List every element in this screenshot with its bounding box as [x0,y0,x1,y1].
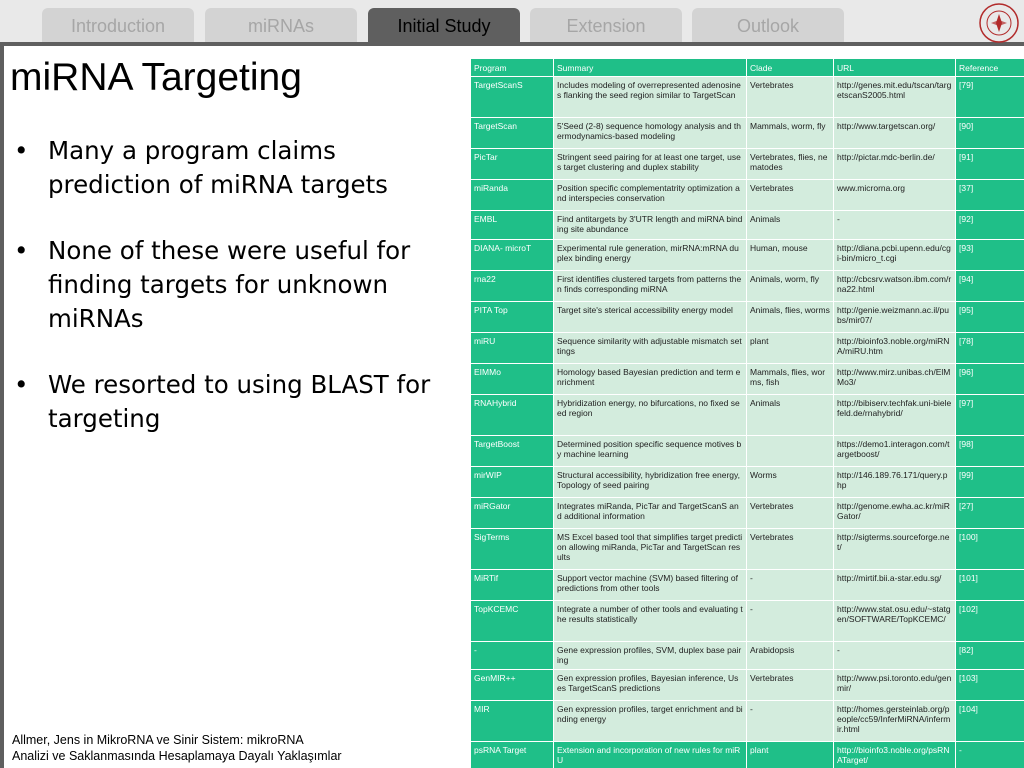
cell-program: TargetScan [471,118,554,149]
cell-summary: Extension and incorporation of new rules for miRU [554,742,747,768]
cell-clade: Animals, flies, worms [747,302,834,333]
bullet-text: None of these were useful for finding targets for unknown miRNAs [48,236,411,333]
cell-summary: Structural accessibility, hybridization free energy, Topology of seed pairing [554,467,747,498]
tab-mirnas[interactable]: miRNAs [205,8,357,44]
header-program: Program [471,59,554,77]
cell-program: psRNA Target [471,742,554,768]
table-row [471,395,1024,436]
cell-clade: Vertebrates [747,180,834,211]
cell-reference: [95] [956,302,1024,333]
cell-url: http://sigterms.sourceforge.net/ [834,529,956,570]
table-row [471,570,1024,601]
table-row [471,498,1024,529]
cell-url: http://genie.weizmann.ac.il/pubs/mir07/ [834,302,956,333]
table-row [471,467,1024,498]
citation [12,732,442,764]
cell-program: miRGator [471,498,554,529]
bullet-item [12,368,432,436]
cell-summary: Includes modeling of overrepresented adenosines flanking the seed region similar to TargetScan [554,77,747,118]
cell-url: http://www.mirz.unibas.ch/ElMMo3/ [834,364,956,395]
cell-reference: - [956,742,1024,768]
cell-reference: [97] [956,395,1024,436]
table-row [471,701,1024,742]
cell-reference: [96] [956,364,1024,395]
cell-summary: Find antitargets by 3'UTR length and miRNA binding site abundance [554,211,747,240]
cell-reference: [98] [956,436,1024,467]
bullet-list [12,134,432,468]
cell-clade: Vertebrates [747,77,834,118]
cell-url: http://genes.mit.edu/tscan/targetscanS2005.html [834,77,956,118]
header-summary: Summary [554,59,747,77]
cell-clade [747,436,834,467]
cell-url: - [834,642,956,670]
cell-reference: [93] [956,240,1024,271]
bullet-text: We resorted to using BLAST for targeting [48,370,431,433]
cell-reference: [79] [956,77,1024,118]
cell-summary: Homology based Bayesian prediction and term enrichment [554,364,747,395]
cell-clade: Worms [747,467,834,498]
cell-reference: [104] [956,701,1024,742]
cell-program: PicTar [471,149,554,180]
mirna-tools-table [470,58,1024,768]
cell-reference: [90] [956,118,1024,149]
cell-url: - [834,211,956,240]
cell-url: http://bioinfo3.noble.org/miRNA/miRU.htm [834,333,956,364]
cell-clade: Animals [747,211,834,240]
cell-summary: Determined position specific sequence motives by machine learning [554,436,747,467]
header-url: URL [834,59,956,77]
cell-summary: Gen expression profiles, target enrichment and binding energy [554,701,747,742]
bullet-item [12,134,432,202]
left-border [0,44,4,768]
tab-initial-study[interactable]: Initial Study [368,8,520,44]
cell-program: DIANA- microT [471,240,554,271]
cell-url: www.microrna.org [834,180,956,211]
cell-reference: [99] [956,467,1024,498]
cell-program: TopKCEMC [471,601,554,642]
cell-clade: - [747,570,834,601]
cell-url: https://demo1.interagon.com/targetboost/ [834,436,956,467]
header-reference: Reference [956,59,1024,77]
cell-url: http://bibiserv.techfak.uni-bielefeld.de/rnahybrid/ [834,395,956,436]
bullet-item [12,234,432,336]
cell-url: http://pictar.mdc-berlin.de/ [834,149,956,180]
tab-extension[interactable]: Extension [530,8,682,44]
cell-url: http://www.psi.toronto.edu/genmir/ [834,670,956,701]
table-row [471,118,1024,149]
cell-clade: Animals [747,395,834,436]
table-row [471,642,1024,670]
bullet-text: Many a program claims prediction of miRNA targets [48,136,388,199]
table-row [471,601,1024,642]
cell-clade: plant [747,333,834,364]
cell-summary: Gen expression profiles, Bayesian inference, Uses TargetScanS predictions [554,670,747,701]
top-navigation-bar [0,0,1024,44]
header-clade: Clade [747,59,834,77]
cell-reference: [92] [956,211,1024,240]
cell-summary: 5'Seed (2-8) sequence homology analysis and thermodynamics-based modeling [554,118,747,149]
tab-introduction[interactable]: Introduction [42,8,194,44]
table-row [471,529,1024,570]
cell-program: EIMMo [471,364,554,395]
slide-title: miRNA Targeting [10,56,302,99]
cell-program: MiRTif [471,570,554,601]
cell-reference: [78] [956,333,1024,364]
cell-reference: [91] [956,149,1024,180]
cell-url: http://mirtif.bii.a-star.edu.sg/ [834,570,956,601]
cell-clade: plant [747,742,834,768]
cell-clade: Mammals, worm, fly [747,118,834,149]
cell-summary: Sequence similarity with adjustable mismatch settings [554,333,747,364]
cell-summary: First identifies clustered targets from patterns then finds corresponding miRNA [554,271,747,302]
cell-program: PITA Top [471,302,554,333]
cell-reference: [101] [956,570,1024,601]
table-row [471,180,1024,211]
cell-url: http://homes.gersteinlab.org/people/cc59/InferMiRNA/infermir.html [834,701,956,742]
cell-url: http://genome.ewha.ac.kr/miRGator/ [834,498,956,529]
table-row [471,240,1024,271]
bullet-icon: • [14,236,29,265]
mirna-tools-table-container [470,58,1024,768]
nav-divider [0,42,1024,46]
cell-url: http://cbcsrv.watson.ibm.com/rna22.html [834,271,956,302]
cell-summary: Stringent seed pairing for at least one target, uses target clustering and duplex stability [554,149,747,180]
cell-program: SigTerms [471,529,554,570]
cell-program: mirWIP [471,467,554,498]
tab-outlook[interactable]: Outlook [692,8,844,44]
cell-clade: Animals, worm, fly [747,271,834,302]
cell-program: EMBL [471,211,554,240]
cell-reference: [103] [956,670,1024,701]
cell-program: rna22 [471,271,554,302]
cell-program: TargetBoost [471,436,554,467]
cell-summary: Gene expression profiles, SVM, duplex base pairing [554,642,747,670]
cell-url: http://bioinfo3.noble.org/psRNATarget/ [834,742,956,768]
cell-reference: [94] [956,271,1024,302]
table-row [471,333,1024,364]
bullet-icon: • [14,370,29,399]
cell-reference: [82] [956,642,1024,670]
bullet-icon: • [14,136,29,165]
cell-url: http://www.targetscan.org/ [834,118,956,149]
cell-program: MIR [471,701,554,742]
cell-clade: - [747,601,834,642]
cell-clade: Human, mouse [747,240,834,271]
cell-program: TargetScanS [471,77,554,118]
cell-program: RNAHybrid [471,395,554,436]
cell-summary: MS Excel based tool that simplifies target prediction allowing miRanda, PicTar and TargetScan results [554,529,747,570]
table-row [471,271,1024,302]
cell-summary: Target site's sterical accessibility energy model [554,302,747,333]
cell-summary: Support vector machine (SVM) based filtering of predictions from other tools [554,570,747,601]
table-header-row [471,59,1024,77]
cell-url: http://diana.pcbi.upenn.edu/cgi-bin/micro_t.cgi [834,240,956,271]
cell-reference: [102] [956,601,1024,642]
citation-line: Allmer, Jens in MikroRNA ve Sinir Sistem: mikroRNA [12,733,304,747]
university-seal-logo [978,2,1020,44]
cell-reference: [100] [956,529,1024,570]
table-row [471,77,1024,118]
cell-program: - [471,642,554,670]
cell-summary: Position specific complementatrity optimization and interspecies conservation [554,180,747,211]
table-row [471,149,1024,180]
cell-clade: Vertebrates [747,670,834,701]
cell-reference: [27] [956,498,1024,529]
cell-program: GenMIR++ [471,670,554,701]
table-row [471,364,1024,395]
cell-clade: Vertebrates [747,529,834,570]
cell-clade: - [747,701,834,742]
table-row [471,742,1024,768]
cell-clade: Mammals, flies, worms, fish [747,364,834,395]
cell-clade: Arabidopsis [747,642,834,670]
table-row [471,436,1024,467]
table-row [471,302,1024,333]
table-row [471,670,1024,701]
cell-summary: Hybridization energy, no bifurcations, no fixed seed region [554,395,747,436]
citation-line: Analizi ve Saklanmasında Hesaplamaya Dayalı Yaklaşımlar [12,749,342,763]
cell-summary: Integrates miRanda, PicTar and TargetScanS and additional information [554,498,747,529]
cell-program: miRU [471,333,554,364]
cell-summary: Experimental rule generation, mirRNA:mRNA duplex binding energy [554,240,747,271]
cell-clade: Vertebrates [747,498,834,529]
cell-clade: Vertebrates, flies, nematodes [747,149,834,180]
cell-reference: [37] [956,180,1024,211]
cell-summary: Integrate a number of other tools and evaluating the results statistically [554,601,747,642]
cell-program: miRanda [471,180,554,211]
cell-url: http://www.stat.osu.edu/~statgen/SOFTWARE/TopKCEMC/ [834,601,956,642]
cell-url: http://146.189.76.171/query.php [834,467,956,498]
table-row [471,211,1024,240]
